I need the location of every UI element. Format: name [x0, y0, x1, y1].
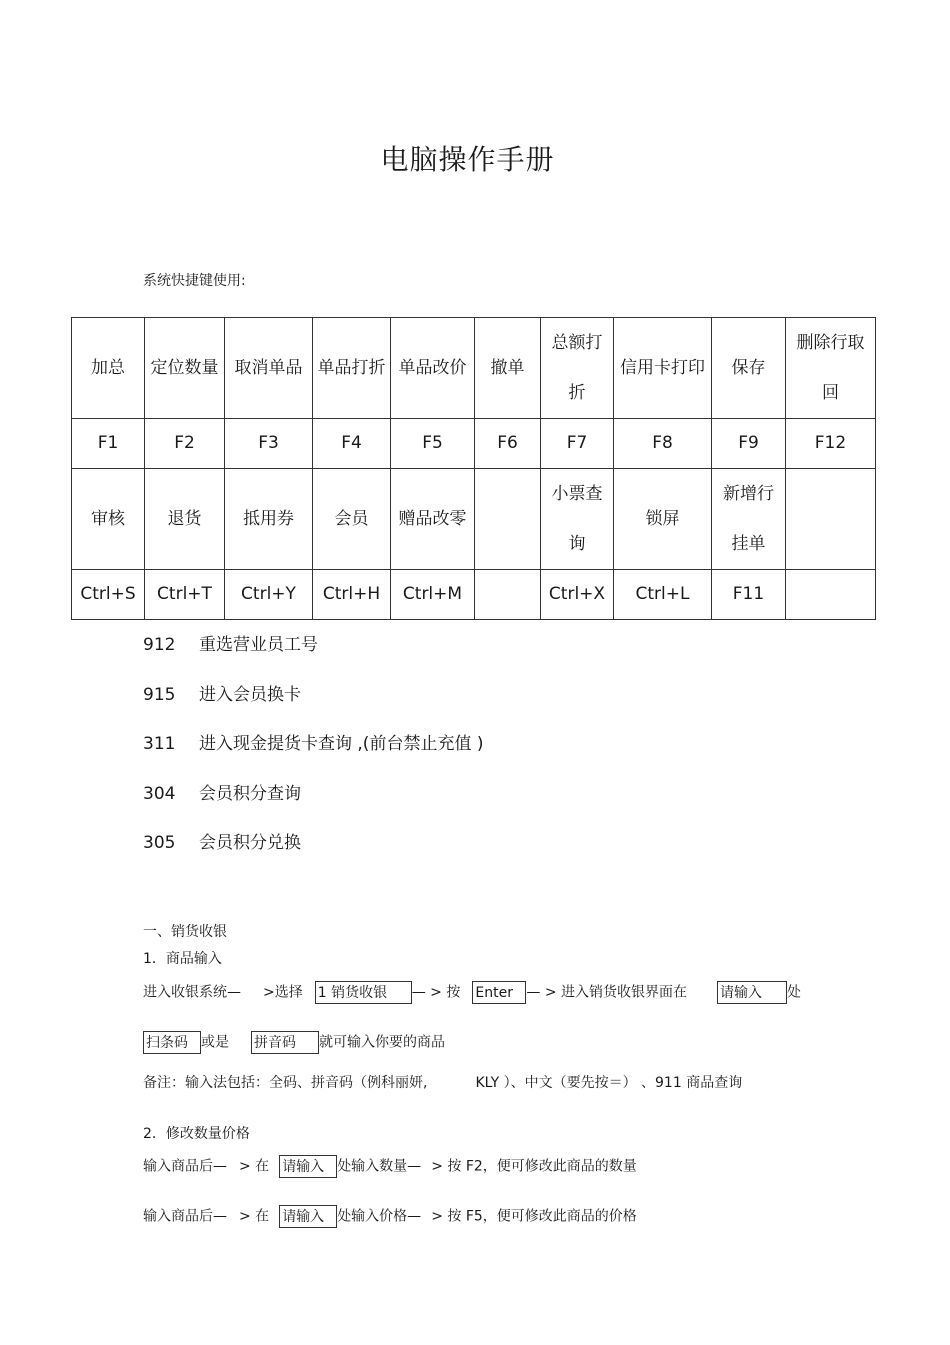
- code-number: 311: [143, 734, 176, 754]
- instruction-line: [143, 1031, 445, 1054]
- shortcut-label: 总额打折: [541, 318, 614, 419]
- instruction-text: > 在: [239, 1158, 270, 1175]
- shortcut-label: 退货: [145, 469, 225, 570]
- code-number: 304: [143, 783, 176, 804]
- instruction-text: 输入商品后—: [143, 1208, 227, 1225]
- instruction-text: > 按 F2，便可修改此商品的数量: [431, 1158, 637, 1175]
- shortcut-key: Ctrl+X: [541, 570, 614, 620]
- shortcut-key: F7: [541, 419, 614, 469]
- subsection-heading: 2．修改数量价格: [143, 1126, 250, 1142]
- instruction-text: 处输入数量—: [337, 1158, 422, 1175]
- input-prompt-box: 请输入: [279, 1155, 337, 1178]
- shortcut-key: F2: [145, 419, 225, 469]
- shortcut-label: 小票查询: [541, 469, 614, 570]
- shortcut-label: 新增行挂单: [712, 469, 786, 570]
- input-prompt-box: 请输入: [279, 1205, 337, 1228]
- note-line: [143, 1072, 742, 1092]
- shortcut-key: F12: [786, 419, 876, 469]
- instruction-line: [143, 1155, 637, 1178]
- shortcut-key: Ctrl+H: [313, 570, 391, 620]
- code-number: 305: [143, 833, 176, 853]
- code-description: 进入会员换卡: [199, 684, 301, 705]
- shortcut-key: F8: [614, 419, 712, 469]
- shortcut-key: Ctrl+T: [145, 570, 225, 620]
- shortcut-key: F3: [225, 419, 313, 469]
- shortcut-key-row-2: [72, 570, 876, 620]
- shortcut-key: [475, 570, 541, 620]
- note-text: 备注：输入法包括：全码、拼音码（例科丽妍,: [143, 1075, 428, 1091]
- code-description: 重选营业员工号: [199, 635, 318, 655]
- instruction-text: 就可输入你要的商品: [319, 1034, 445, 1051]
- shortcut-key-row-1: [72, 419, 876, 469]
- note-text: KLY ）、中文（要先按＝） 、911 商品查询: [475, 1075, 743, 1091]
- subsection-heading: 1．商品输入: [143, 951, 222, 967]
- instruction-text: 处: [787, 984, 802, 1001]
- shortcut-label: 抵用券: [225, 469, 313, 570]
- shortcut-label: 删除行取回: [786, 318, 876, 419]
- menu-option-box: 1 销货收银: [315, 981, 412, 1004]
- instruction-text: — > 进入销货收银界面在: [526, 984, 688, 1001]
- list-item: [143, 828, 483, 878]
- shortcut-key: F11: [712, 570, 786, 620]
- shortcut-label: 取消单品: [225, 318, 313, 419]
- shortcut-label: [475, 469, 541, 570]
- shortcut-label-row-2: [72, 469, 876, 570]
- shortcut-label: 锁屏: [614, 469, 712, 570]
- shortcut-key: F5: [391, 419, 475, 469]
- shortcut-section-label: 系统快捷键使用:: [143, 273, 246, 289]
- code-description: 会员积分兑换: [199, 833, 301, 853]
- instruction-text: >选择: [263, 984, 303, 1001]
- shortcut-label: 会员: [313, 469, 391, 570]
- shortcut-label: 保存: [712, 318, 786, 419]
- list-item: [143, 779, 483, 829]
- code-number: 915: [143, 684, 176, 705]
- instruction-text: 或是: [201, 1034, 229, 1051]
- shortcut-label: 赠品改零: [391, 469, 475, 570]
- shortcut-label-row-1: [72, 318, 876, 419]
- section-heading: 一、销货收银: [143, 924, 227, 940]
- shortcut-key: Ctrl+M: [391, 570, 475, 620]
- instruction-text: 处输入价格—: [337, 1208, 422, 1225]
- shortcut-label: 定位数量: [145, 318, 225, 419]
- code-description: 会员积分查询: [199, 783, 301, 804]
- instruction-text: 输入商品后—: [143, 1158, 227, 1175]
- list-item: [143, 680, 483, 730]
- page-title: 电脑操作手册: [380, 143, 555, 176]
- shortcut-key: F1: [72, 419, 145, 469]
- shortcut-label: 加总: [72, 318, 145, 419]
- input-prompt-box: 请输入: [717, 981, 787, 1004]
- code-number: 912: [143, 635, 176, 655]
- shortcut-label: 信用卡打印: [614, 318, 712, 419]
- instruction-line: [143, 1205, 637, 1228]
- shortcut-key: F4: [313, 419, 391, 469]
- key-box: Enter: [472, 981, 526, 1004]
- shortcut-label: 单品改价: [391, 318, 475, 419]
- shortcut-key: Ctrl+S: [72, 570, 145, 620]
- shortcut-label: 单品打折: [313, 318, 391, 419]
- list-item: [143, 729, 483, 779]
- pinyin-code-box: 拼音码: [251, 1031, 319, 1054]
- shortcut-label: 审核: [72, 469, 145, 570]
- shortcut-label: [786, 469, 876, 570]
- shortcut-key: F6: [475, 419, 541, 469]
- instruction-text: — > 按: [411, 984, 461, 1001]
- shortcut-key: Ctrl+Y: [225, 570, 313, 620]
- code-list: [143, 630, 483, 878]
- instruction-text: > 按 F5，便可修改此商品的价格: [431, 1208, 637, 1225]
- shortcut-key: Ctrl+L: [614, 570, 712, 620]
- instruction-text: 进入收银系统—: [143, 984, 241, 1001]
- list-item: [143, 630, 483, 680]
- instruction-line: [143, 981, 801, 1004]
- shortcut-label: 撤单: [475, 318, 541, 419]
- code-description: 进入现金提货卡查询 ,(前台禁止充值 ): [199, 734, 484, 754]
- shortcut-key: [786, 570, 876, 620]
- shortcut-table: [71, 317, 876, 620]
- shortcut-key: F9: [712, 419, 786, 469]
- scan-barcode-box: 扫条码: [143, 1031, 201, 1054]
- instruction-text: > 在: [239, 1208, 270, 1225]
